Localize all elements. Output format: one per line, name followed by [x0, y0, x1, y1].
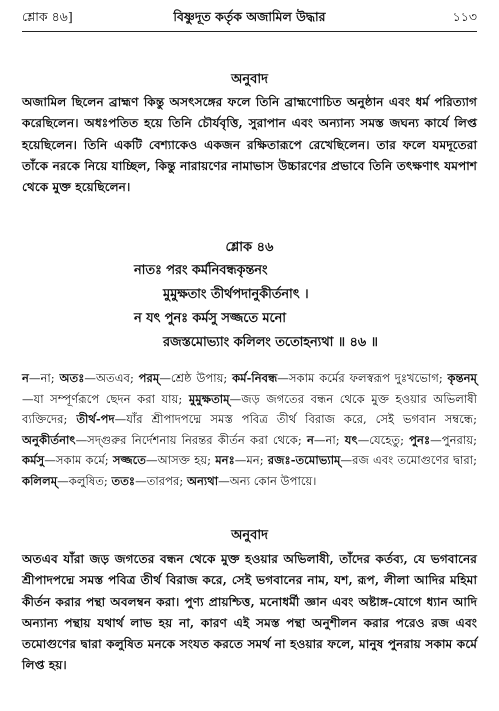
synonym-word: ততঃ	[111, 473, 136, 488]
synonym-word: অন্যথা	[186, 473, 219, 488]
synonym-word: পরম্	[138, 371, 160, 385]
synonym-meaning: —না;	[28, 371, 60, 385]
synonym-word: মনঃ	[215, 453, 235, 468]
synonym-meaning: —তারপর;	[135, 473, 187, 488]
synonym-meaning: —যেহেতু;	[357, 432, 410, 447]
synonym-meaning: —রজ এবং তমোগুণের দ্বারা;	[340, 453, 477, 468]
synonym-word: কলিলম্	[22, 473, 58, 488]
synonym-meaning: —জড় জগতের বন্ধন থেকে মুক্ত হওয়ার অভিলাষী ব্যক্তিদের;	[22, 391, 477, 427]
synonym-word: অতঃ	[59, 371, 85, 385]
synonym-meaning: —সকাম কর্মে;	[44, 453, 113, 468]
synonym-word: তীর্থ-পদ	[76, 412, 115, 427]
verse-line-2: মুমুক্ষতাং তীর্থপদানুকীর্তনাৎ ।	[163, 287, 309, 302]
verse-line-1: নাতঃ পরং কর্মনিবন্ধকৃন্তনং	[134, 263, 268, 278]
synonym-meaning: —কলুষিত;	[57, 473, 112, 488]
header-divider	[22, 31, 477, 32]
synonym-word: রজঃ-তমোভ্যাম্	[267, 453, 341, 468]
translation-text-1: অজামিল ছিলেন ব্রাহ্মণ কিন্তু অসৎসঙ্গের ফলে তিনি ব্রাহ্মণোচিত অনুষ্ঠান এবং ধর্ম পরিত্যাগ করেছিলেন। অধঃপতিত হয়ে তিনি চৌর্যবৃত্তি, সুরাপান এবং অন্যান্য সমস্ত জঘন্য কার্যে লিপ্ত হয়েছিলেন। তিনি একটি বেশ্যাকেও একজন রক্ষিতারূপে রেখেছিলেন। তার ফলে যমদূতেরা তাঁকে নরকে নিয়ে যাচ্ছিল, কিন্তু নারায়ণের নামাভাস উচ্চারণের প্রভাবে তিনি তৎক্ষণাৎ যমপাশ থেকে মুক্ত হয়েছিলেন।	[22, 95, 477, 195]
word-meanings	[22, 368, 477, 492]
synonym-meaning: —অন্য কোন উপায়ে।	[218, 473, 317, 488]
verse-title: শ্লোক ৪৬	[225, 240, 274, 255]
synonym-meaning: —সদ্গুরুর নির্দেশনায় নিরন্তর কীর্তন করা থেকে;	[75, 432, 307, 447]
synonym-word: যৎ	[344, 432, 358, 447]
verse-line-4: রজস্তমোভ্যাং কলিলং ততোহন্যথা ॥ ৪৬ ॥	[163, 335, 378, 350]
synonym-meaning: —সকাম কর্মের ফলস্বরূপ দুঃখভোগ;	[277, 371, 448, 385]
synonym-meaning: —পুনরায়;	[430, 432, 477, 447]
synonym-meaning: —মন;	[234, 453, 268, 468]
translation-text-2: অতএব যাঁরা জড় জগতের বন্ধন থেকে মুক্ত হওয়ার অভিলাষী, তাঁদের কর্তব্য, যে ভগবানের শ্রীপাদপদ্মে সমস্ত পবিত্র তীর্থ বিরাজ করে, সেই ভগবানের নাম, যশ, রূপ, লীলা আদির মহিমা কীর্তন করার পন্থা অবলম্বন করা। পুণ্য প্রায়শ্চিত্ত, মনোধর্মী জ্ঞান এবং অষ্টাঙ্গ-যোগে ধ্যান আদি অন্যান্য পন্থায় যথার্থ লাভ হয় না, কারণ এই সমস্ত পন্থা অনুশীলন করার পরেও রজ এবং তমোগুণের দ্বারা কলুষিত মনকে সংযত করতে সমর্থ না হওয়ার ফলে, মানুষ পুনরায় সকাম কর্মে লিপ্ত হয়।	[22, 552, 477, 673]
synonym-word: কর্মসু	[22, 453, 45, 468]
page-header	[22, 8, 477, 30]
synonym-meaning: —শ্রেষ্ঠ উপায়;	[159, 371, 233, 385]
synonym-meaning: —না;	[313, 432, 345, 447]
synonym-meaning: —আসক্ত হয়;	[146, 453, 216, 468]
header-chapter-title: বিষ্ণুদূত কর্তৃক অজামিল উদ্ধার	[173, 9, 326, 24]
synonym-word: মুমুক্ষতাম্	[188, 391, 230, 406]
page-number: ১১৩	[452, 9, 477, 24]
synonym-word: কর্ম-নিবন্ধ	[232, 371, 278, 385]
synonym-word: সজ্জতে	[112, 453, 147, 468]
synonym-meaning: —যাঁর শ্রীপাদপদ্মে সমস্ত পবিত্র তীর্থ বিরাজ করে, সেই ভগবান সম্বন্ধে;	[114, 412, 477, 427]
synonym-word: কৃন্তনম্	[447, 371, 477, 385]
synonym-meaning: —যা সম্পূর্ণরূপে ছেদন করা যায়;	[22, 391, 189, 406]
synonym-word: পুনঃ	[409, 432, 431, 447]
synonym-meaning: —অতএব;	[84, 371, 139, 385]
synonym-word: ন	[306, 432, 314, 447]
translation-heading-1: অনুবাদ	[231, 72, 268, 87]
header-verse-ref: শ্লোক ৪৬]	[22, 9, 73, 24]
translation-heading-2: অনুবাদ	[231, 528, 268, 543]
synonym-word: ন	[22, 371, 29, 385]
verse-line-3: ন যৎ পুনঃ কর্মসু সজ্জতে মনো	[134, 311, 287, 326]
synonym-word: অনুকীর্তনাৎ	[22, 432, 76, 447]
